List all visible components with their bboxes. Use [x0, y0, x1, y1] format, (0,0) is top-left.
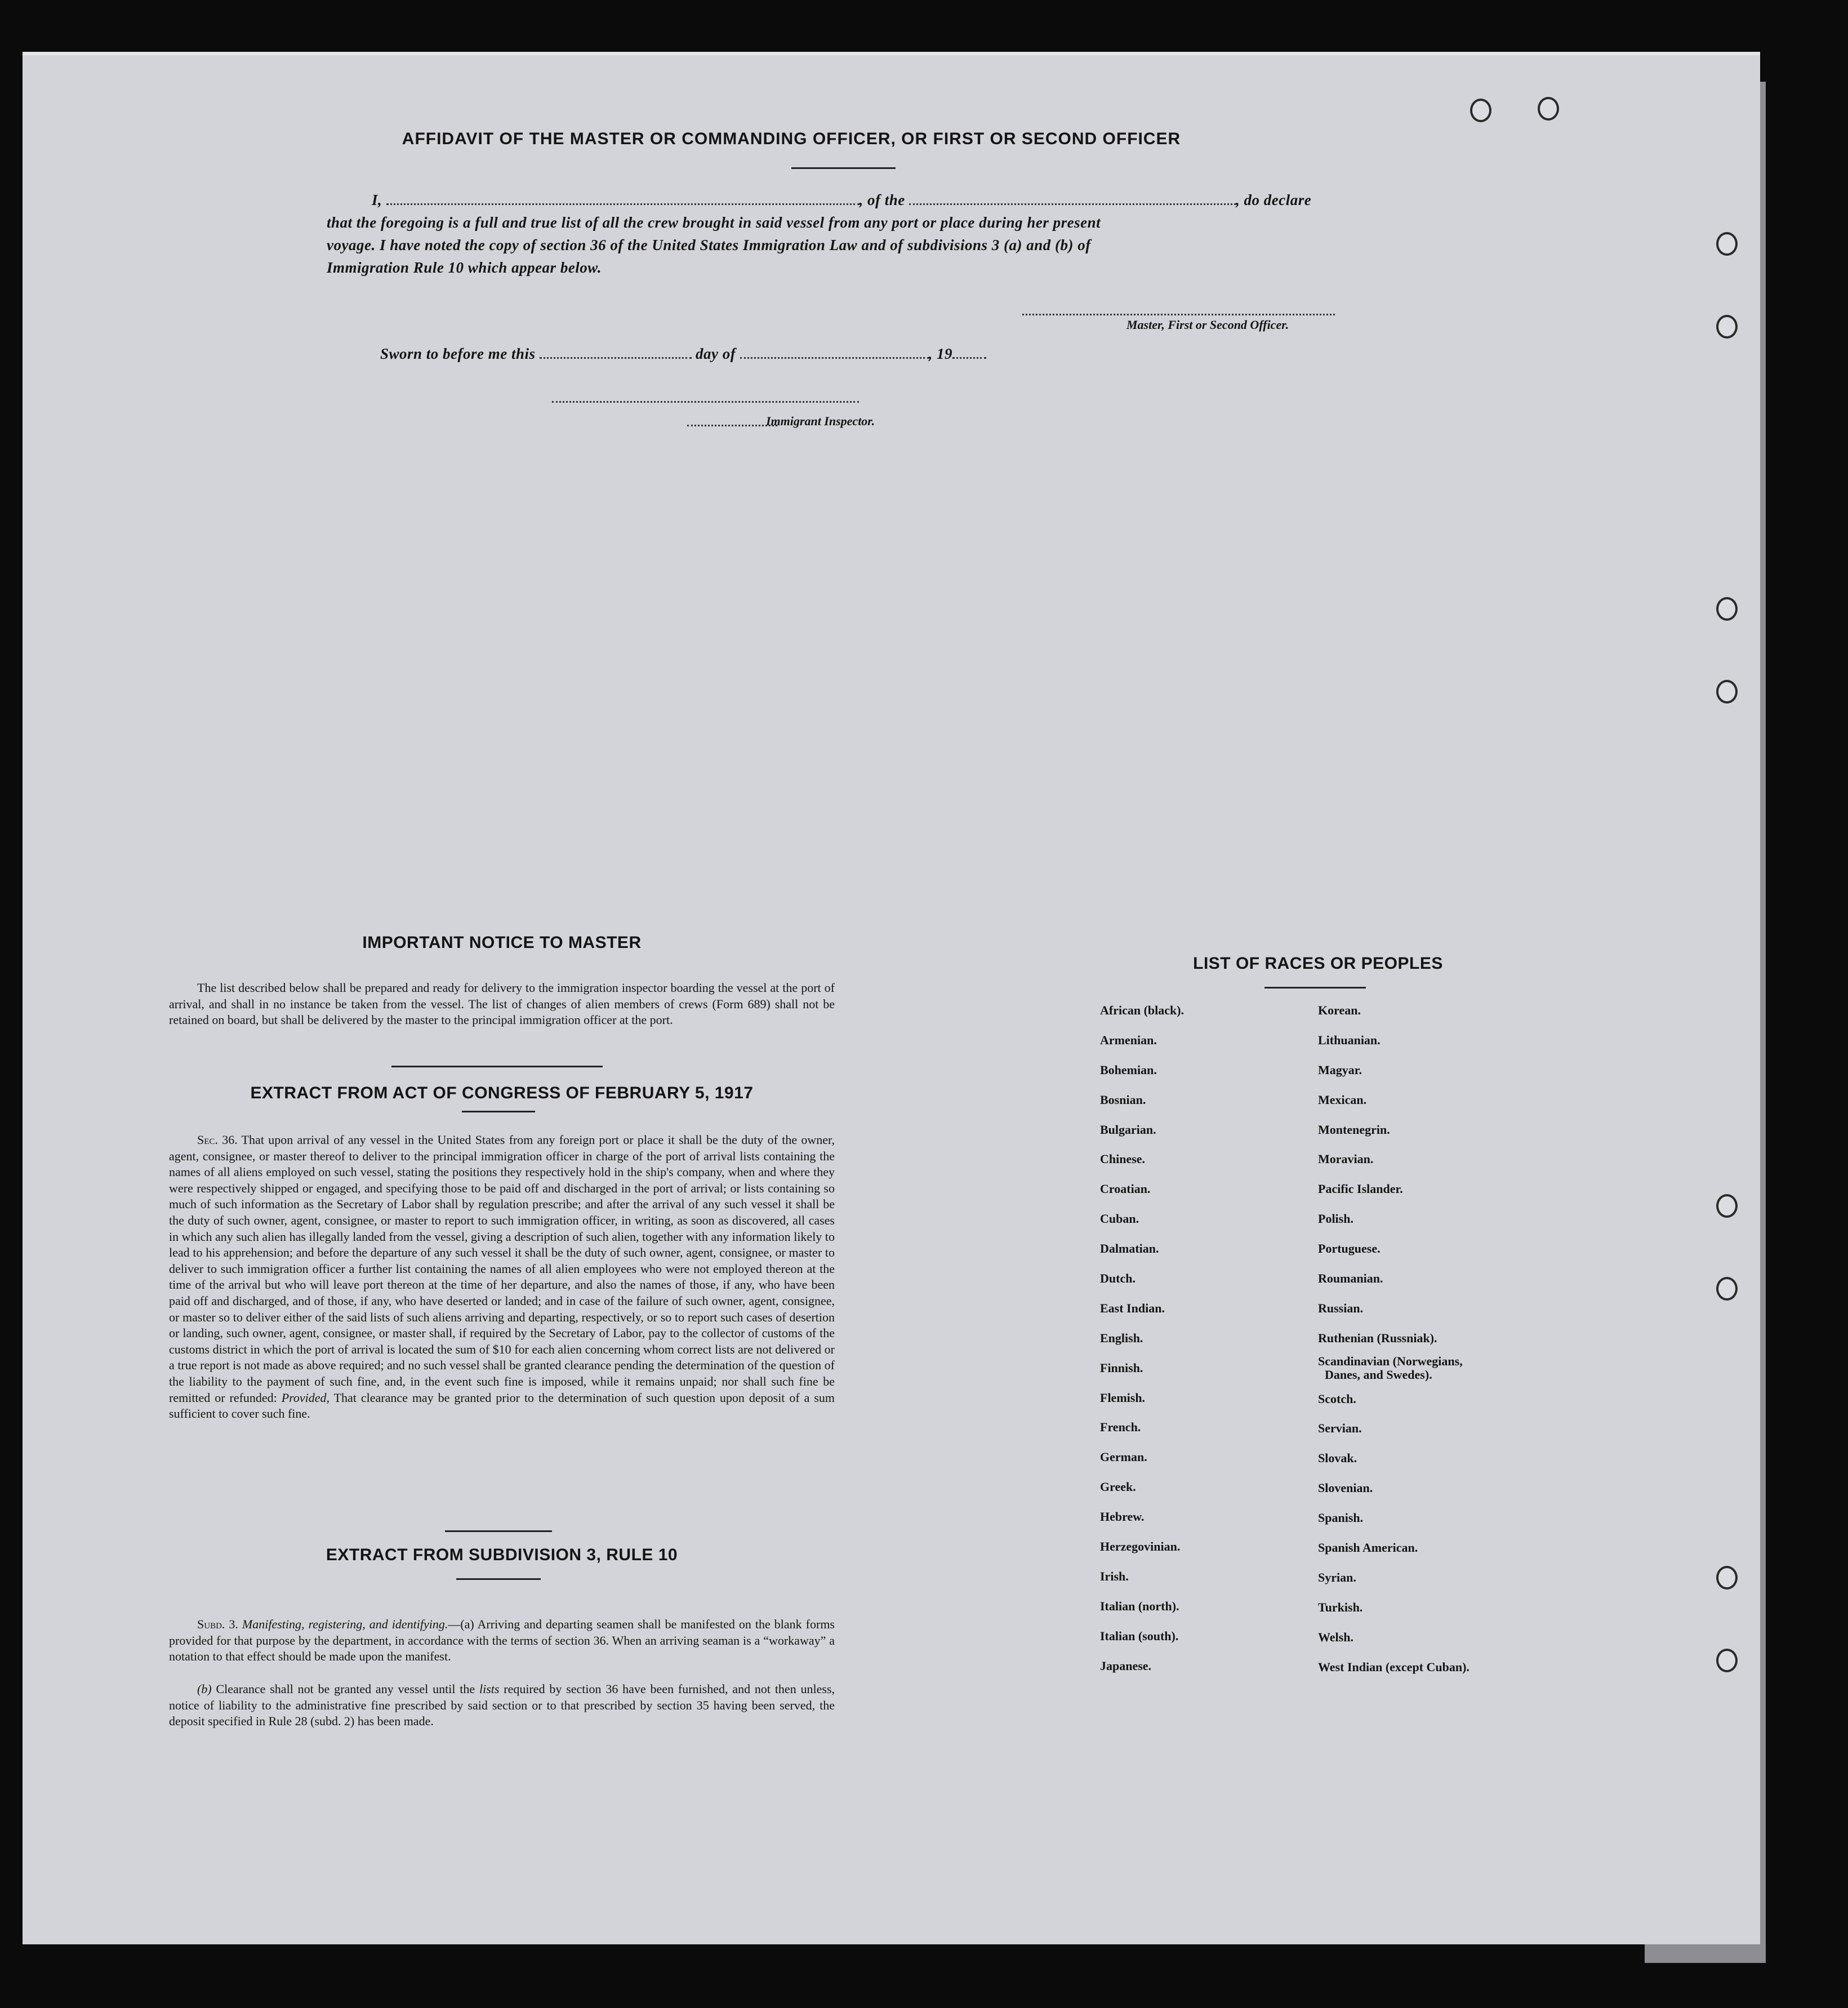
- race-item: Spanish American.: [1318, 1540, 1418, 1555]
- punch-hole: [1470, 99, 1491, 122]
- race-item-scandinavian: Scandinavian (Norwegians,: [1318, 1353, 1463, 1368]
- sworn-month-field[interactable]: [740, 357, 929, 359]
- provided-label: Provided,: [281, 1390, 330, 1405]
- race-item: English.: [1100, 1330, 1143, 1345]
- race-item: Slovenian.: [1318, 1481, 1373, 1495]
- inspector-signature-field[interactable]: [552, 401, 859, 403]
- race-item: Dutch.: [1100, 1271, 1135, 1286]
- race-item: Armenian.: [1100, 1032, 1157, 1047]
- race-item: Bosnian.: [1100, 1092, 1146, 1107]
- affidavit-i: I,: [372, 192, 382, 208]
- race-item: Japanese.: [1100, 1658, 1152, 1673]
- extract-rule-rule: [456, 1578, 541, 1580]
- race-item: Russian.: [1318, 1301, 1364, 1315]
- master-signature-label: Master, First or Second Officer.: [1126, 318, 1289, 332]
- sworn-line: [380, 344, 1169, 364]
- race-item: Scotch.: [1318, 1391, 1356, 1406]
- race-item: Flemish.: [1100, 1390, 1146, 1405]
- race-item: Lithuanian.: [1318, 1032, 1381, 1047]
- race-item: West Indian (except Cuban).: [1318, 1659, 1470, 1674]
- race-item: Turkish.: [1318, 1600, 1363, 1614]
- sec36-label: Sec. 36.: [197, 1133, 238, 1147]
- master-signature-field[interactable]: [1022, 314, 1335, 315]
- punch-hole: [1716, 1277, 1738, 1301]
- sworn-prefix: Sworn to before me this: [380, 345, 536, 362]
- punch-hole: [1716, 597, 1738, 621]
- subd3-b-post: required by section 36 have been furnished, and not then unless, notice of liability to the administrative fine prescribed by said section or to that prescribed by section 35 having been served, the deposit specified in Rule 28 (subd. 2) has been made.: [169, 1682, 835, 1729]
- affidavit-declare: , do declare: [1236, 192, 1312, 208]
- race-item: German.: [1100, 1450, 1147, 1464]
- provided-text: That clearance may be granted prior to the determination of such question upon deposit of a sum sufficient to cover such fine.: [169, 1390, 835, 1421]
- extract-rule-title: EXTRACT FROM SUBDIVISION 3, RULE 10: [326, 1546, 678, 1564]
- subd3-heading: Manifesting, registering, and identifying.: [242, 1617, 448, 1631]
- race-item: Korean.: [1318, 1003, 1361, 1017]
- affidavit-title-rule: [791, 167, 896, 169]
- affidavit-line-3: voyage. I have noted the copy of section 36 of the United States Immigration Law and of subdivisions 3 (a) and (b) of: [327, 237, 1091, 253]
- race-item: Bulgarian.: [1100, 1122, 1156, 1137]
- punch-hole: [1716, 1566, 1738, 1590]
- sworn-year: , 19: [928, 345, 953, 362]
- punch-hole: [1716, 680, 1738, 704]
- race-item: Croatian.: [1100, 1182, 1151, 1196]
- punch-hole: [1716, 1649, 1738, 1672]
- race-item-scandinavian-cont: Danes, and Swedes).: [1325, 1367, 1432, 1382]
- sworn-year-field[interactable]: [952, 357, 986, 359]
- race-item: Finnish.: [1100, 1360, 1143, 1375]
- subd3-para-a: —(a) Arriving and departing seamen shall be manifested on the blank forms provided for that purpose by the department, in accordance with the terms of section 36. When an arriving seaman is a “workaway” a notation to that effect should be made upon the manifest.: [169, 1617, 835, 1664]
- race-item: Montenegrin.: [1318, 1122, 1390, 1137]
- race-item: Hebrew.: [1100, 1510, 1145, 1524]
- race-item: Italian (north).: [1100, 1599, 1179, 1613]
- races-title-rule: [1264, 987, 1366, 989]
- race-item: Polish.: [1318, 1212, 1353, 1226]
- extract-act-rule: [462, 1111, 535, 1112]
- subd3-b-pre: Clearance shall not be granted any vessel until the: [216, 1682, 475, 1696]
- race-item: Welsh.: [1318, 1629, 1353, 1644]
- races-right-column: [1318, 996, 1470, 1682]
- race-item: Cuban.: [1100, 1212, 1139, 1226]
- notice-body: The list described below shall be prepared and ready for delivery to the immigration inspector boarding the vessel at the port of arrival, and shall in no instance be taken from the vessel. The list of changes of alien members of crews (Form 689) shall not be retained on board, but shall be delivered by the master to the principal immigration officer at the port.: [169, 981, 835, 1027]
- document-page: [23, 52, 1760, 1944]
- race-item: African (black).: [1100, 1003, 1184, 1017]
- race-item: Magyar.: [1318, 1062, 1362, 1077]
- race-item: East Indian.: [1100, 1301, 1165, 1315]
- name-field[interactable]: [386, 203, 860, 205]
- race-item: Bohemian.: [1100, 1062, 1157, 1077]
- race-item: Greek.: [1100, 1480, 1136, 1494]
- extract-act-end-rule: [445, 1530, 552, 1532]
- subd3-paragraph-a: [169, 1617, 835, 1665]
- vessel-field[interactable]: [909, 203, 1236, 205]
- sworn-day-field[interactable]: [540, 357, 692, 359]
- race-item: Moravian.: [1318, 1152, 1374, 1166]
- race-item: Herzegovinian.: [1100, 1539, 1181, 1554]
- punch-hole: [1716, 1194, 1738, 1218]
- subd3-paragraph-b: [169, 1681, 835, 1730]
- subd3-b-label: (b): [197, 1682, 212, 1696]
- race-item: [1318, 1353, 1470, 1384]
- race-item: Mexican.: [1318, 1092, 1367, 1107]
- race-item: Ruthenian (Russniak).: [1318, 1330, 1437, 1345]
- notice-rule: [391, 1066, 603, 1067]
- race-item: Roumanian.: [1318, 1271, 1383, 1286]
- races-left-column: [1100, 996, 1184, 1681]
- race-item: French.: [1100, 1420, 1141, 1435]
- extract-act-title: EXTRACT FROM ACT OF CONGRESS OF FEBRUARY 5, 1917: [250, 1084, 754, 1102]
- affidavit-of-the: , of the: [859, 192, 905, 208]
- race-item: Dalmatian.: [1100, 1241, 1159, 1256]
- race-item: Pacific Islander.: [1318, 1182, 1403, 1196]
- race-item: Italian (south).: [1100, 1628, 1179, 1643]
- inspector-label: Immigrant Inspector.: [766, 414, 875, 428]
- subd3-b-lists: lists: [479, 1682, 500, 1696]
- subd3-label: Subd. 3.: [197, 1617, 238, 1631]
- race-item: Slovak.: [1318, 1451, 1357, 1466]
- sec36-body: That upon arrival of any vessel in the United States from any foreign port or place it shall be the duty of the owner, agent, consignee, or master thereof to deliver to the principal immigration officer in charge of the port of arrival lists containing the names of all aliens employed on such vessel, stating the positions they respectively hold in the ship's company, when and where they were respectively shipped or engaged, and specifying those to be paid off and discharged in the port of arrival; or lists containing so much of such information as the Secretary of Labor shall by regulation prescribe; and after the arrival of any such vessel it shall be the duty of such owner, agent, consignee, or master to report to such immigration officer, in writing, as soon as discovered, all cases in which any such alien has illegally landed from the vessel, giving a description of such alien, together with any information likely to lead to his apprehension; and before the departure of any such vessel it shall be the duty of such owner, agent, consignee, or master to deliver to such immigration officer a further list containing the names of all alien employees who were not employed thereon at the time of the arrival but who will leave port thereon at the time of her departure, and also the names of those, if any, who have been paid off and discharged, and of those, if any, who have deserted or landed; and in case of the failure of such owner, agent, consignee, or master so to deliver either of the said lists of such aliens arriving and departing, respectively, or so to report such cases of desertion or landing, such owner, agent, consignee, or master shall, if required by the Secretary of Labor, pay to the collector of customs of the customs district in which the port of arrival is located the sum of $10 for each alien concerning whom correct lists are not delivered or a true report is not made as above required; and no such vessel shall be granted clearance pending the determination of the question of the liability to the payment of such fine, and, in the event such fine is imposed, while it remains unpaid; nor shall such fine be remitted or refunded:: [169, 1133, 835, 1405]
- affidavit-line-2: that the foregoing is a full and true list of all the crew brought in said vessel from any port or place during her present: [327, 214, 1101, 231]
- race-item: Spanish.: [1318, 1511, 1364, 1525]
- punch-hole: [1716, 232, 1738, 256]
- race-item: Servian.: [1318, 1421, 1362, 1436]
- sec36-paragraph: [169, 1132, 835, 1422]
- race-item: Portuguese.: [1318, 1241, 1381, 1256]
- affidavit-line-4: Immigration Rule 10 which appear below.: [327, 259, 602, 276]
- race-item: Chinese.: [1100, 1152, 1146, 1166]
- races-title: LIST OF RACES OR PEOPLES: [1193, 954, 1443, 973]
- race-item: Syrian.: [1318, 1570, 1356, 1584]
- punch-hole: [1716, 315, 1738, 339]
- punch-hole: [1538, 97, 1559, 121]
- page-top-edge: [23, 52, 1760, 55]
- affidavit-line-1: [372, 190, 1397, 210]
- affidavit-title: AFFIDAVIT OF THE MASTER OR COMMANDING OFFICER, OR FIRST OR SECOND OFFICER: [402, 130, 1181, 148]
- notice-title: IMPORTANT NOTICE TO MASTER: [362, 933, 642, 952]
- sworn-day-of: day of: [696, 345, 736, 362]
- inspector-signature-field-2[interactable]: [687, 425, 777, 426]
- race-item: Irish.: [1100, 1569, 1129, 1583]
